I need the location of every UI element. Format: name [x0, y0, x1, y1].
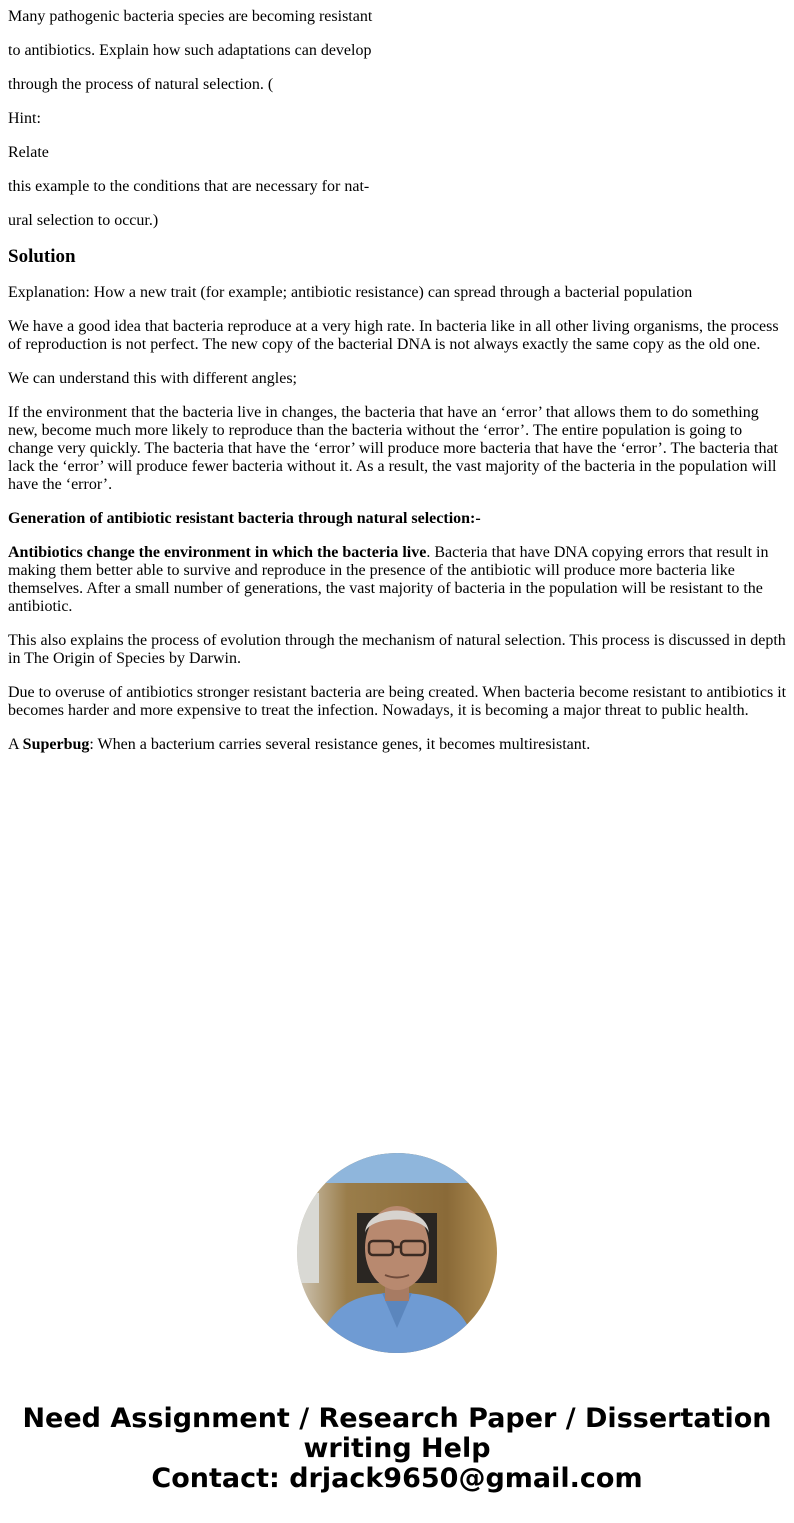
antibiotics-bold-text: Antibiotics change the environment in which the bacteria live — [8, 544, 427, 561]
author-portrait-image — [297, 1153, 497, 1353]
author-avatar — [297, 1153, 497, 1353]
paragraph-overuse: Due to overuse of antibiotics stronger resistant bacteria are being created. When bacteria become resistant to antibiotics it becomes harder and more expensive to treat the infection. Nowadays, it is becoming a major threat to public health. — [8, 684, 787, 719]
question-line: Hint: — [8, 110, 41, 127]
contact-footer — [0, 1404, 794, 1494]
subheading-generation — [8, 510, 788, 528]
paragraph-antibiotics — [8, 544, 788, 616]
question-block — [8, 8, 788, 230]
paragraph-reproduction: We have a good idea that bacteria reproduce at a very high rate. In bacteria like in all other living organisms, the process of reproduction is not perfect. The new copy of the bacterial DNA is not always exactly the same copy as the old one. — [8, 318, 779, 353]
superbug-bold-text: Superbug — [22, 736, 90, 753]
paragraph-superbug — [8, 736, 788, 754]
antibiotics-rest-text: . Bacteria that have DNA copying errors that result in making them better able to survive and reproduce in the presence of the antibiotic will produce more bacteria like themselves. After a small number of generations, the vast majority of bacteria in the population will be resistant to the antibiotic. — [8, 544, 769, 615]
document-content — [8, 8, 788, 770]
footer-contact-line: Contact: drjack9650@gmail.com — [151, 1463, 643, 1494]
question-line: through the process of natural selection. ( — [8, 76, 274, 93]
subheading-text: Generation of antibiotic resistant bacteria through natural selection:- — [8, 510, 481, 527]
question-line: ural selection to occur.) — [8, 212, 159, 229]
solution-heading: Solution — [8, 246, 76, 267]
superbug-prefix: A — [8, 736, 23, 753]
paragraph-environment: If the environment that the bacteria live in changes, the bacteria that have an ‘error’ that allows them to do something new, become much more likely to reproduce than the bacteria without the ‘error’. The entire population is going to change very quickly. The bacteria that have the ‘error’ will produce more bacteria that have the ‘error’. The bacteria that lack the ‘error’ will produce fewer bacteria without it. As a result, the vast majority of the bacteria in the population will have the ‘error’. — [8, 404, 778, 493]
question-line: this example to the conditions that are necessary for nat- — [8, 178, 370, 195]
paragraph-evolution: This also explains the process of evolution through the mechanism of natural selection. This process is discussed in depth in The Origin of Species by Darwin. — [8, 632, 786, 667]
footer-line-1: Need Assignment / Research Paper / Dissertation — [22, 1403, 772, 1434]
question-line: Relate — [8, 144, 49, 161]
explanation-paragraph: Explanation: How a new trait (for example; antibiotic resistance) can spread through a bacterial population — [8, 284, 693, 301]
superbug-rest-text: : When a bacterium carries several resistance genes, it becomes multiresistant. — [89, 736, 591, 753]
paragraph-angles: We can understand this with different angles; — [8, 370, 297, 387]
footer-line-2: writing Help — [303, 1433, 491, 1464]
question-line: Many pathogenic bacteria species are becoming resistant — [8, 8, 373, 25]
question-line: to antibiotics. Explain how such adaptations can develop — [8, 42, 372, 59]
